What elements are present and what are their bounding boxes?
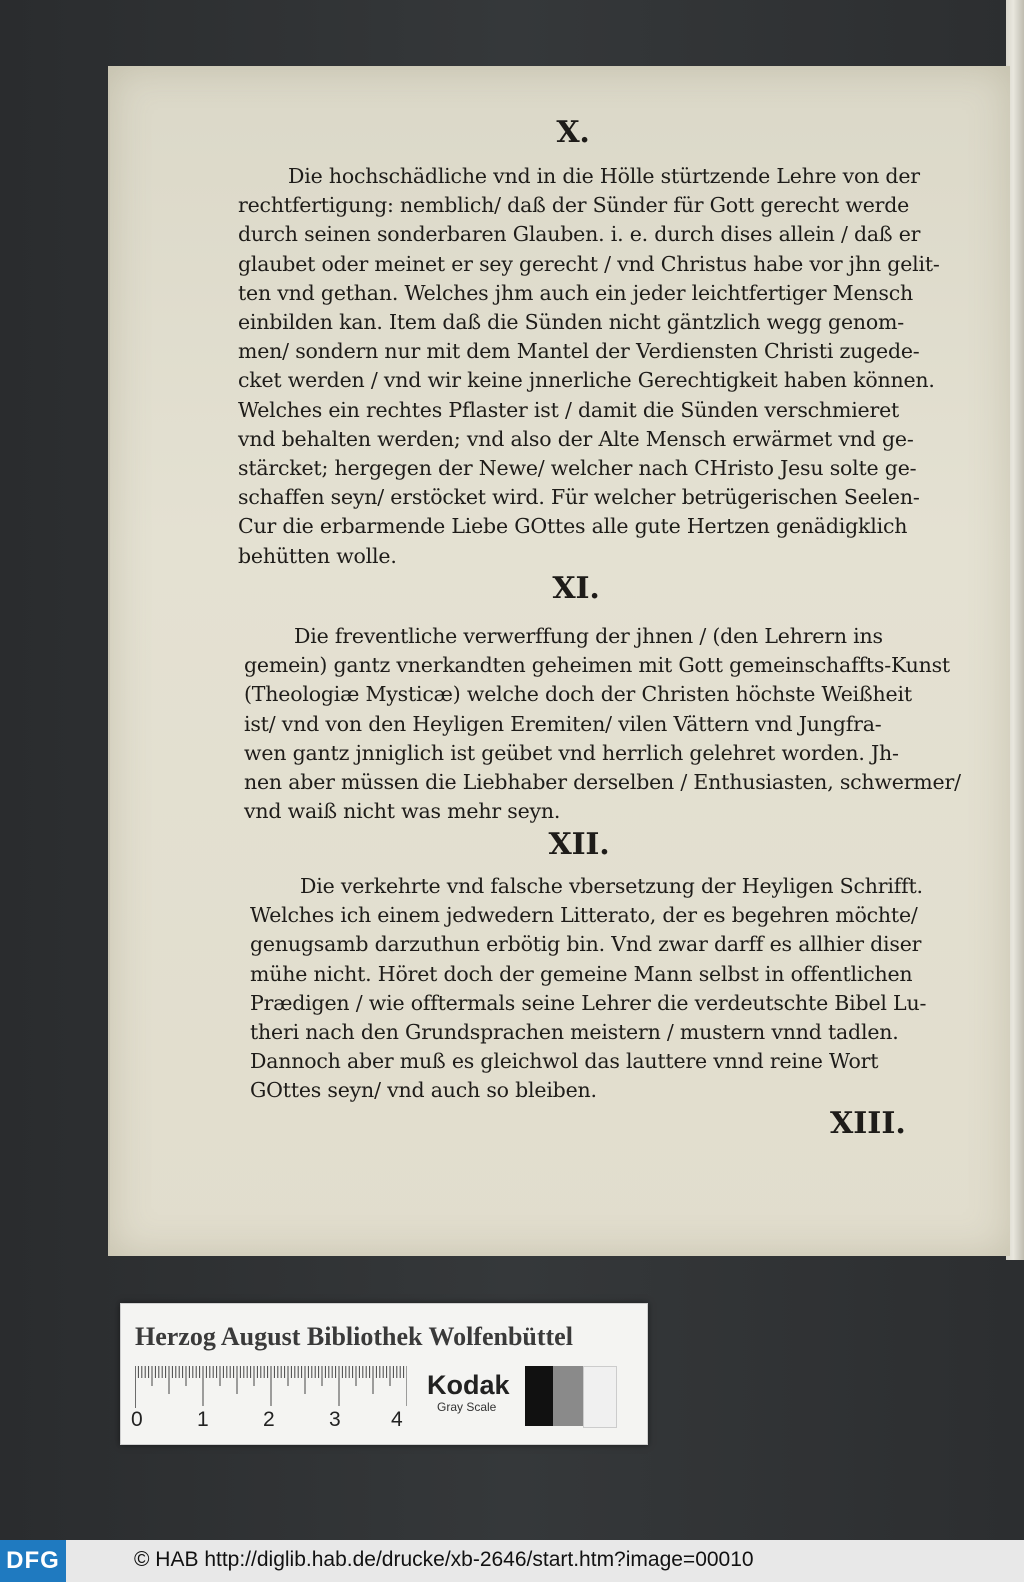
kodak-logo: Kodak — [427, 1370, 510, 1400]
text-line: genugsamb darzuthun erbötig bin. Vnd zwar darff es allhier diser — [250, 932, 922, 957]
ruler-number: 0 — [131, 1408, 143, 1431]
section-body — [238, 162, 940, 571]
text-line: rechtfertigung: nemblich/ daß der Sünder für Gott gerecht werde — [238, 193, 910, 218]
text-line: wen gantz jnniglich ist geübet vnd herrlich gelehret worden. Jh- — [244, 740, 899, 765]
text-line: ten vnd gethan. Welches jhm auch ein jeder leichtfertiger Mensch — [238, 280, 913, 305]
text-line: nen aber müssen die Liebhaber derselben / Enthusiasten, schwermer/ — [244, 770, 961, 795]
text-line: Welches ich einem jedwedern Litterato, der es begehren möchte/ — [250, 903, 918, 928]
text-line: Prædigen / wie offtermals seine Lehrer die verdeutschte Bibel Lu- — [250, 990, 927, 1015]
text-line: Welches ein rechtes Pflaster ist / damit die Sünden verschmieret — [238, 397, 900, 422]
color-calibration-card — [120, 1303, 648, 1445]
credit-link[interactable]: © HAB http://diglib.hab.de/drucke/xb-2646/start.htm?image=00010 — [134, 1548, 754, 1571]
text-line: GOttes seyn/ vnd auch so bleiben. — [250, 1078, 597, 1103]
text-line: vnd waiß nicht was mehr seyn. — [244, 799, 561, 824]
text-line: durch seinen sonderbaren Glauben. i. e. durch dises allein / daß er — [238, 222, 921, 247]
text-line: Die verkehrte vnd falsche vbersetzung der Heyligen Schrifft. — [300, 874, 923, 898]
gray-swatch — [553, 1366, 583, 1426]
white-swatch — [583, 1366, 617, 1428]
text-line: schaffen seyn/ erstöcket wird. Für welcher betrügerischen Seelen- — [238, 485, 920, 510]
ruler-number: 4 — [391, 1408, 403, 1431]
ruler-number: 2 — [263, 1408, 275, 1431]
text-line: cket werden / vnd wir keine jnnerliche Gerechtigkeit haben können. — [238, 368, 935, 393]
text-line: stärcket; hergegen der Newe/ welcher nach CHristo Jesu solte ge- — [238, 456, 917, 481]
text-line: behütten wolle. — [238, 543, 397, 568]
section-body — [250, 872, 927, 1106]
text-line: men/ sondern nur mit dem Mantel der Verdiensten Christi zugede- — [238, 339, 920, 364]
ruler-number: 1 — [197, 1408, 209, 1431]
text-line: Die hochschädliche vnd in die Hölle stürtzende Lehre von der — [288, 164, 920, 188]
section-heading: XI. — [552, 571, 600, 606]
text-line: Cur die erbarmende Liebe GOttes alle gute Hertzen genädigklich — [238, 514, 908, 539]
text-line: Dannoch aber muß es gleichwol das lauttere vnnd reine Wort — [250, 1049, 879, 1074]
black-swatch — [525, 1366, 553, 1426]
ruler-number: 3 — [329, 1408, 341, 1431]
section-heading: X. — [556, 115, 590, 150]
text-line: mühe nicht. Höret doch der gemeine Mann selbst in offentlichen — [250, 961, 913, 986]
section-heading: XII. — [548, 827, 610, 862]
gray-scale-label: Gray Scale — [437, 1400, 497, 1414]
section-body — [244, 622, 961, 826]
text-line: einbilden kan. Item daß die Sünden nicht gäntzlich wegg genom- — [238, 310, 905, 335]
text-line: theri nach den Grundsprachen meistern / mustern vnnd tadlen. — [250, 1020, 899, 1045]
text-line: gemein) gantz vnerkandten geheimen mit Gott gemeinschaffts-Kunst — [244, 653, 950, 678]
library-name: Herzog August Bibliothek Wolfenbüttel — [135, 1322, 573, 1351]
text-line: vnd behalten werden; vnd also der Alte Mensch erwärmet vnd ge- — [238, 426, 914, 451]
text-line: (Theologiæ Mysticæ) welche doch der Christen höchste Weißheit — [244, 682, 912, 707]
ruler-scale — [135, 1366, 407, 1408]
text-line: ist/ vnd von den Heyligen Eremiten/ vilen Vättern vnd Jungfra- — [244, 711, 882, 736]
text-line: glaubet oder meinet er sey gerecht / vnd Christus habe vor jhn gelit- — [238, 251, 940, 276]
dfg-logo: DFG — [0, 1540, 66, 1582]
catchword: XIII. — [830, 1106, 906, 1141]
footer-bar — [0, 1540, 1024, 1582]
text-line: Die freventliche verwerffung der jhnen / (den Lehrern ins — [294, 624, 883, 648]
